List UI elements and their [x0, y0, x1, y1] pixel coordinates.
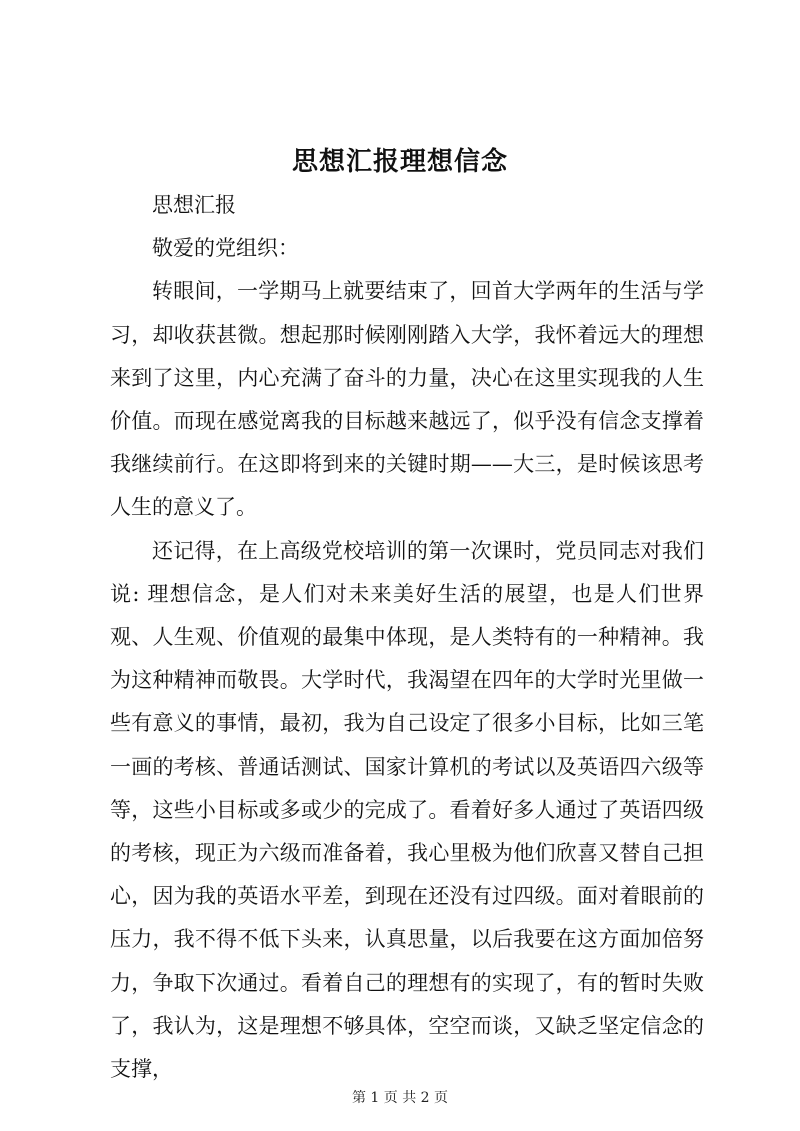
paragraph-2: 还记得，在上高级党校培训的第一次课时，党员同志对我们说: 理想信念，是人们对未来美好生活的展望，也是人们世界观、人生观、价值观的最集中体现，是人类特有的一种精神。我为这种精神而敬畏。大学时代，我渴望在四年的大学时光里做一些有意义的事情，最初，我为自己设定了很多小目标，比如三笔一画的考核、普通话测试、国家计算机的考试以及英语四六级等等，这些小目标或多或少的完成了。看着好多人通过了英语四级的考核，现正为六级而准备着，我心里极为他们欣喜又替自己担心，因为我的英语水平差，到现在还没有过四级。面对着眼前的压力，我不得不低下头来，认真思量，以后我要在这方面加倍努力，争取下次通过。看着自己的理想有的实现了，有的暂时失败了，我认为，这是理想不够具体，空空而谈，又缺乏坚定信念的支撑， [110, 538, 704, 1082]
paragraph-heading: 思想汇报 [152, 193, 236, 217]
document-title: 思想汇报理想信念 [291, 147, 508, 177]
paragraph-1: 转眼间，一学期马上就要结束了，回首大学两年的生活与学习，却收获甚微。想起那时候刚刚踏入大学，我怀着远大的理想来到了这里，内心充满了奋斗的力量，决心在这里实现我的人生价值。而现在感觉离我的目标越来越远了，似乎没有信念支撑着我继续前行。在这即将到来的关键时期——大三，是时候该思考人生的意义了。 [110, 279, 704, 520]
document-body [110, 184, 704, 1091]
paragraph-salutation: 敬爱的党组织： [152, 236, 299, 261]
page-footer: 第 1 页 共 2 页 [351, 1090, 449, 1106]
